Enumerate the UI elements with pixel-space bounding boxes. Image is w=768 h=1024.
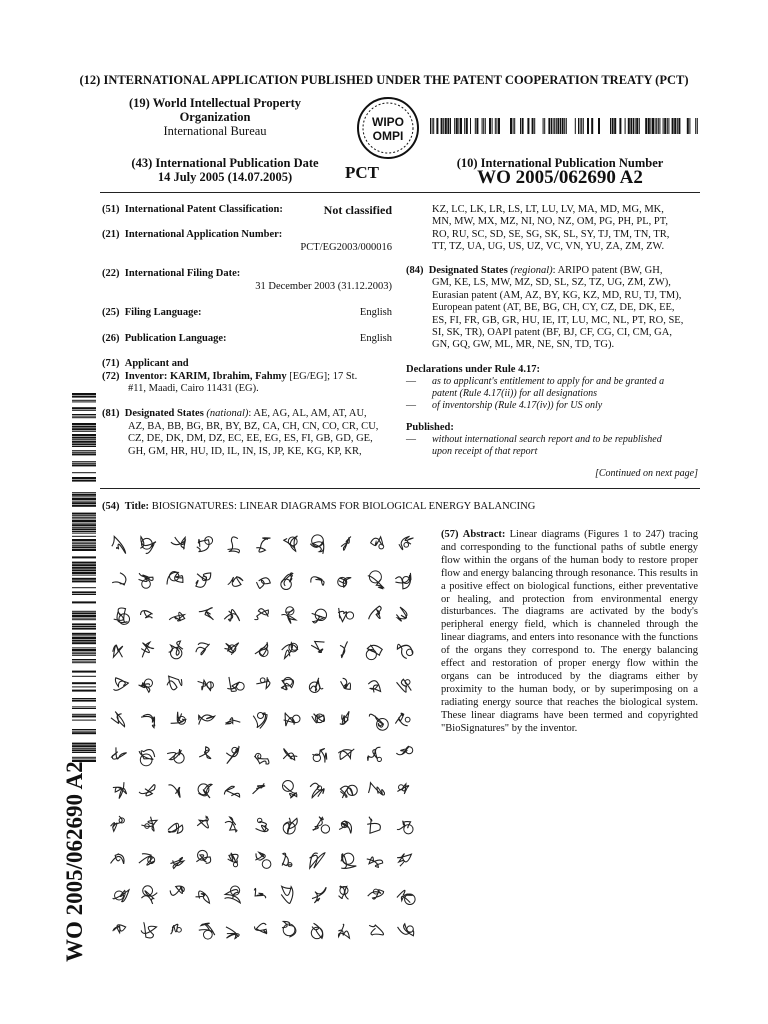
declarations-section — [406, 364, 698, 412]
abstract-text: Linear diagrams (Figures 1 to 247) tracing and corresponding to the functional paths of subtle energy flow within the organs of the human body to restore proper flow and energy balancing through resonance. This results in a positive effect on biological functions, either preventative or healing, and protection from environmental energy disturbances. The diagrams are activated by the body's peripheral energy field, which is channeled through the linear diagrams, and enters into resonance with the functions of the organs they correspond to. The energy balancing effect and restoration of proper energy flow within the organs can be introduced by the diagrams either by proximity to the human body, or by superimposing on a radiating energy source that reaches the biological system. These linear diagrams have been termed and copyrighted "BioSignatures" by the inventor. — [441, 529, 699, 734]
field-label: International Patent Classification: — [124, 204, 283, 215]
field-qualifier: (regional) — [510, 265, 553, 276]
title-value: BIOSIGNATURES: LINEAR DIAGRAMS FOR BIOLOGICAL ENERGY BALANCING — [151, 501, 536, 512]
published-section — [406, 422, 698, 458]
document-header: (12) INTERNATIONAL APPLICATION PUBLISHED UNDER THE PATENT COOPERATION TREATY (PCT) — [79, 73, 689, 87]
published-item-cont: upon receipt of that report — [432, 446, 538, 457]
field-number: (57) — [441, 529, 459, 540]
header-rule — [100, 192, 700, 193]
filing-language-value: English — [359, 307, 392, 318]
field-label: International Application Number: — [124, 229, 283, 240]
national-cont-line: RO, RU, SC, SD, SE, SG, SK, SL, SY, TJ, TM, TN, TR, — [432, 228, 670, 240]
svg-text:WIPO: WIPO — [372, 115, 404, 129]
national-line-2: CZ, DE, DK, DM, DZ, EC, EE, EG, ES, FI, GB, GD, GE, — [128, 433, 373, 445]
field-number: (72) — [102, 370, 120, 382]
classification-value: Not classified — [323, 203, 392, 217]
field-label: Designated States — [428, 265, 508, 276]
filing-language-field — [102, 307, 392, 320]
field-label: Inventor: — [124, 370, 168, 382]
regional-line-1: GM, KE, LS, MW, MZ, SD, SL, SZ, TZ, UG, ZM, ZW), — [432, 277, 671, 289]
applicant-address: #11, Maadi, Cairo 11431 (EG). — [128, 383, 259, 395]
publication-date-label: (43) International Publication Date — [131, 156, 319, 170]
declaration-item-1: as to applicant's entitlement to apply for and be granted a — [432, 376, 665, 387]
office-block — [120, 96, 310, 138]
field-qualifier: (national) — [206, 408, 249, 419]
regional-states-field — [406, 265, 698, 352]
wipo-seal-logo — [356, 96, 420, 160]
regional-line-3: European patent (AT, BE, BG, CH, CY, CZ, DE, DK, EE, — [432, 302, 675, 314]
publication-number-label: (10) International Publication Number — [456, 156, 664, 170]
field-label: Applicant and — [124, 358, 189, 369]
field-number: (25) — [102, 307, 120, 318]
publication-language-field — [102, 333, 392, 346]
pct-label: PCT — [345, 163, 379, 182]
applicant-country: [EG/EG]; 17 St. — [289, 370, 358, 382]
field-number: (22) — [102, 268, 120, 279]
declarations-heading: Declarations under Rule 4.17: — [406, 364, 540, 375]
publication-language-value: English — [359, 333, 392, 344]
biosignature-diagrams-figure — [108, 527, 426, 959]
title-field — [102, 501, 535, 512]
field-number: (54) — [102, 501, 120, 512]
field-label: Title: — [124, 501, 150, 512]
list-dash: — — [406, 376, 416, 387]
application-number-value: PCT/EG2003/000016 — [300, 241, 392, 253]
declaration-item-2: of inventorship (Rule 4.17(iv)) for US only — [432, 400, 603, 411]
national-line-0: : AE, AG, AL, AM, AT, AU, — [248, 408, 367, 419]
national-line-3: GH, GM, HR, HU, ID, IL, IN, IS, JP, KE, KG, KP, KR, — [128, 445, 362, 457]
svg-text:OMPI: OMPI — [372, 129, 404, 143]
declaration-item-1-cont: patent (Rule 4.17(ii)) for all designations — [432, 388, 597, 399]
regional-line-5: SI, SK, TR), OAPI patent (BF, BJ, CF, CG, CI, CM, GA, — [432, 327, 672, 339]
field-number: (71) — [102, 358, 120, 369]
continued-note: [Continued on next page] — [594, 468, 698, 479]
field-number: (21) — [102, 229, 120, 240]
applicant-name: KARIM, Ibrahim, Fahmy — [169, 370, 287, 382]
publication-number: WO 2005/062690 A2 — [477, 167, 643, 188]
side-barcode — [72, 393, 96, 763]
field-label: Abstract: — [462, 529, 506, 540]
office-num: (19) — [128, 96, 150, 110]
national-line-1: AZ, BA, BB, BG, BR, BY, BZ, CA, CH, CN, CO, CR, CU, — [128, 420, 379, 432]
national-states-field — [102, 408, 392, 458]
publication-date-value: 14 July 2005 (14.07.2005) — [157, 170, 293, 184]
regional-line-4: ES, FI, FR, GB, GR, HU, IE, IT, LU, MC, NL, PT, RO, SE, — [432, 314, 684, 326]
field-label: International Filing Date: — [124, 268, 241, 279]
field-number: (26) — [102, 333, 120, 344]
classification-field — [102, 204, 392, 217]
top-barcode — [430, 118, 698, 134]
national-cont-line: MN, MW, MX, MZ, NI, NO, NZ, OM, PG, PH, PL, PT, — [432, 216, 668, 228]
application-number-field — [102, 229, 392, 254]
regional-line-0: : ARIPO patent (BW, GH, — [552, 265, 663, 276]
filing-date-value: 31 December 2003 (31.12.2003) — [255, 280, 392, 292]
regional-line-6: GN, GQ, GW, ML, MR, NE, SN, TD, TG). — [432, 339, 615, 351]
list-dash: — — [406, 434, 416, 445]
field-number: (81) — [102, 408, 120, 419]
field-label: Publication Language: — [124, 333, 227, 344]
field-label: Filing Language: — [124, 307, 202, 318]
published-item: without international search report and to be republished — [432, 434, 662, 445]
filing-date-field — [102, 268, 392, 293]
field-label: Designated States — [124, 408, 204, 419]
list-dash: — — [406, 400, 416, 411]
field-number: (84) — [406, 265, 424, 276]
national-cont-line: KZ, LC, LK, LR, LS, LT, LU, LV, MA, MD, MG, MK, — [432, 204, 664, 215]
published-heading: Published: — [406, 422, 454, 433]
national-cont-line: TT, TZ, UA, UG, US, UZ, VC, VN, YU, ZA, ZM, ZW. — [432, 241, 665, 253]
side-publication-number: WO 2005/062690 A2 — [62, 761, 87, 962]
national-states-continued — [406, 204, 698, 254]
applicant-field — [102, 358, 392, 396]
office-bureau: International Bureau — [163, 124, 267, 138]
abstract-block — [441, 529, 698, 736]
office-name-line1: World Intellectual Property — [152, 96, 302, 110]
regional-line-2: Eurasian patent (AM, AZ, BY, KG, KZ, MD, RU, TJ, TM), — [432, 289, 682, 301]
publication-date-block — [120, 156, 330, 184]
field-number: (51) — [102, 204, 120, 215]
title-rule — [100, 488, 700, 489]
office-name-line2: Organization — [179, 110, 251, 124]
